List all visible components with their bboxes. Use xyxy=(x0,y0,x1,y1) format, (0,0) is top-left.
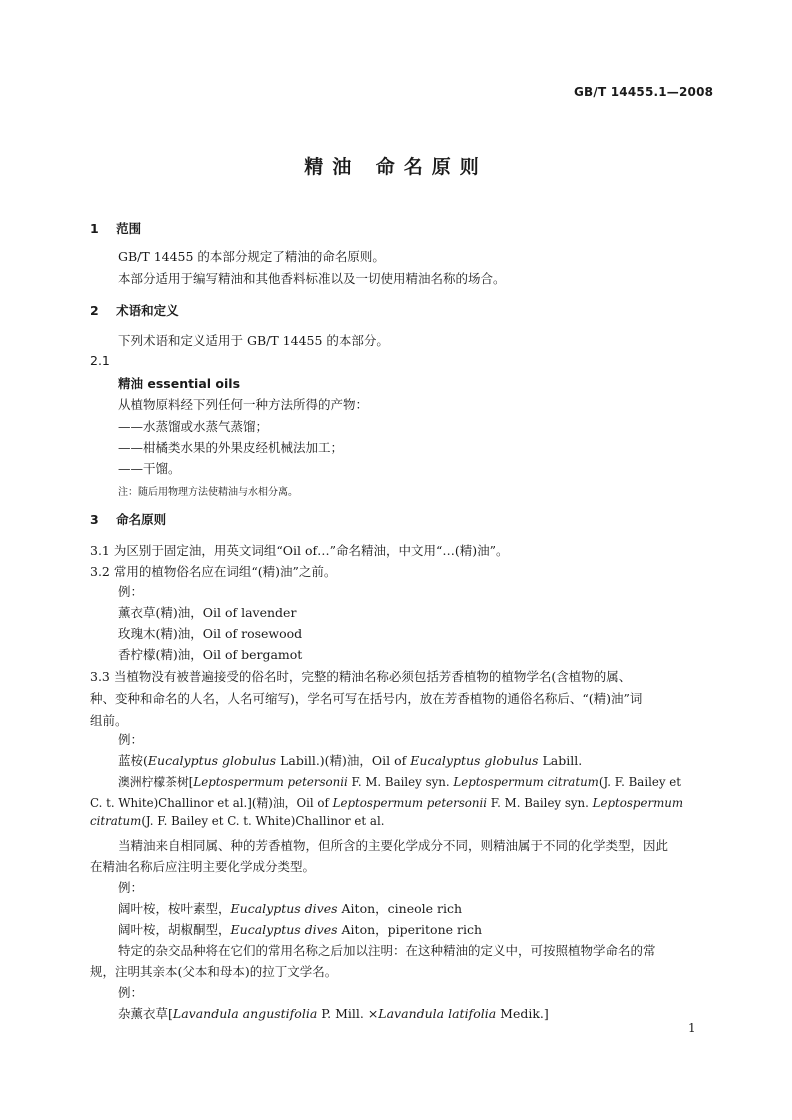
text: P. Mill. × xyxy=(317,1006,379,1021)
standard-code: GB/T 14455.1—2008 xyxy=(574,85,714,99)
section-number: 1 xyxy=(90,221,99,236)
example-label: 例： xyxy=(118,985,144,1000)
example-item xyxy=(118,920,482,938)
example-item: 香柠檬(精)油，Oil of bergamot xyxy=(118,647,303,662)
page-number: 1 xyxy=(688,1021,696,1035)
text: C. t. White)Challinor et al.](精)油，Oil of xyxy=(90,796,333,810)
example-item xyxy=(118,899,462,917)
text: 阔叶桉，桉叶素型， xyxy=(118,901,231,916)
text: Medik.] xyxy=(496,1006,549,1021)
example-item xyxy=(90,794,683,811)
document-title: 精油 命名原则 xyxy=(304,156,488,178)
clause-number: 2.1 xyxy=(90,353,110,368)
list-item: ——水蒸馏或水蒸气蒸馏； xyxy=(118,419,269,434)
clause-3-3-line: 3.3 当植物没有被普遍接受的俗名时，完整的精油名称必须包括芳香植物的植物学名(含植物的属、 xyxy=(90,669,632,684)
list-item: ——干馏。 xyxy=(118,461,181,476)
paragraph: 特定的杂交品种将在它们的常用名称之后加以注明：在这种精油的定义中，可按照植物学命名的常 xyxy=(118,943,656,958)
example-item: 玫瑰木(精)油，Oil of rosewood xyxy=(118,626,303,641)
section-title: 命名原则 xyxy=(116,512,167,527)
latin-name: Eucalyptus dives xyxy=(230,922,338,937)
clause-3-1: 3.1 为区别于固定油，用英文词组“Oil of…”命名精油，中文用“…(精)油”。 xyxy=(90,543,509,558)
paragraph: 当精油来自相同属、种的芳香植物，但所含的主要化学成分不同，则精油属于不同的化学类型，因此 xyxy=(118,838,669,853)
text: 蓝桉( xyxy=(118,753,148,768)
text: 杂薰衣草[ xyxy=(118,1006,173,1021)
example-item xyxy=(118,751,582,769)
section-number: 3 xyxy=(90,512,99,527)
latin-name: Leptospermum xyxy=(592,796,684,810)
text: F. M. Bailey syn. xyxy=(347,775,454,789)
example-label: 例： xyxy=(118,880,144,895)
text: Labill.)(精)油，Oil of xyxy=(276,753,411,768)
example-label: 例： xyxy=(118,584,144,599)
text: Labill. xyxy=(538,753,583,768)
text: 澳洲柠檬茶树[ xyxy=(118,775,194,789)
paragraph: 本部分适用于编写精油和其他香料标准以及一切使用精油名称的场合。 xyxy=(118,271,506,286)
example-item xyxy=(118,773,681,790)
list-item: ——柑橘类水果的外果皮经机械法加工； xyxy=(118,440,344,455)
clause-3-2: 3.2 常用的植物俗名应在词组“(精)油”之前。 xyxy=(90,564,337,579)
latin-name: Leptospermum petersonii xyxy=(332,796,488,810)
note: 注：随后用物理方法使精油与水相分离。 xyxy=(118,487,298,498)
text: 阔叶桉，胡椒酮型， xyxy=(118,922,231,937)
paragraph: 在精油名称后应注明主要化学成分类型。 xyxy=(90,859,316,874)
latin-name: Eucalyptus globulus xyxy=(147,753,277,768)
section-1-heading xyxy=(90,219,141,237)
latin-name: Lavandula latifolia xyxy=(378,1006,497,1021)
section-2-heading xyxy=(90,301,179,319)
text: (J. F. Bailey et xyxy=(598,775,682,789)
latin-name: Leptospermum citratum xyxy=(453,775,599,789)
section-3-heading xyxy=(90,510,166,528)
clause-3-3-line: 种、变种和命名的人名，人名可缩写)，学名可写在括号内，放在芳香植物的通俗名称后、“(精)油”词 xyxy=(90,691,643,706)
text: Aiton，piperitone rich xyxy=(337,922,483,937)
section-title: 术语和定义 xyxy=(116,303,179,318)
paragraph: 规，注明其亲本(父本和母本)的拉丁文学名。 xyxy=(90,964,338,979)
text: F. M. Bailey syn. xyxy=(487,796,593,810)
text: Aiton，cineole rich xyxy=(337,901,463,916)
latin-name: Lavandula angustifolia xyxy=(172,1006,318,1021)
example-item xyxy=(118,1004,549,1022)
clause-3-3-line: 组前。 xyxy=(90,713,128,728)
latin-name: citratum xyxy=(90,814,142,828)
example-item: 薰衣草(精)油，Oil of lavender xyxy=(118,605,297,620)
latin-name: Leptospermum petersonii xyxy=(193,775,348,789)
example-label: 例： xyxy=(118,732,144,747)
text: (J. F. Bailey et C. t. White)Challinor et al. xyxy=(141,814,385,828)
section-number: 2 xyxy=(90,303,99,318)
term-entry: 精油 essential oils xyxy=(118,376,241,391)
paragraph: GB/T 14455 的本部分规定了精油的命名原则。 xyxy=(118,249,385,264)
section-title: 范围 xyxy=(116,221,142,236)
latin-name: Eucalyptus globulus xyxy=(410,753,539,768)
definition: 从植物原料经下列任何一种方法所得的产物： xyxy=(118,397,369,412)
latin-name: Eucalyptus dives xyxy=(230,901,338,916)
example-item xyxy=(90,814,384,828)
paragraph: 下列术语和定义适用于 GB/T 14455 的本部分。 xyxy=(118,333,389,348)
